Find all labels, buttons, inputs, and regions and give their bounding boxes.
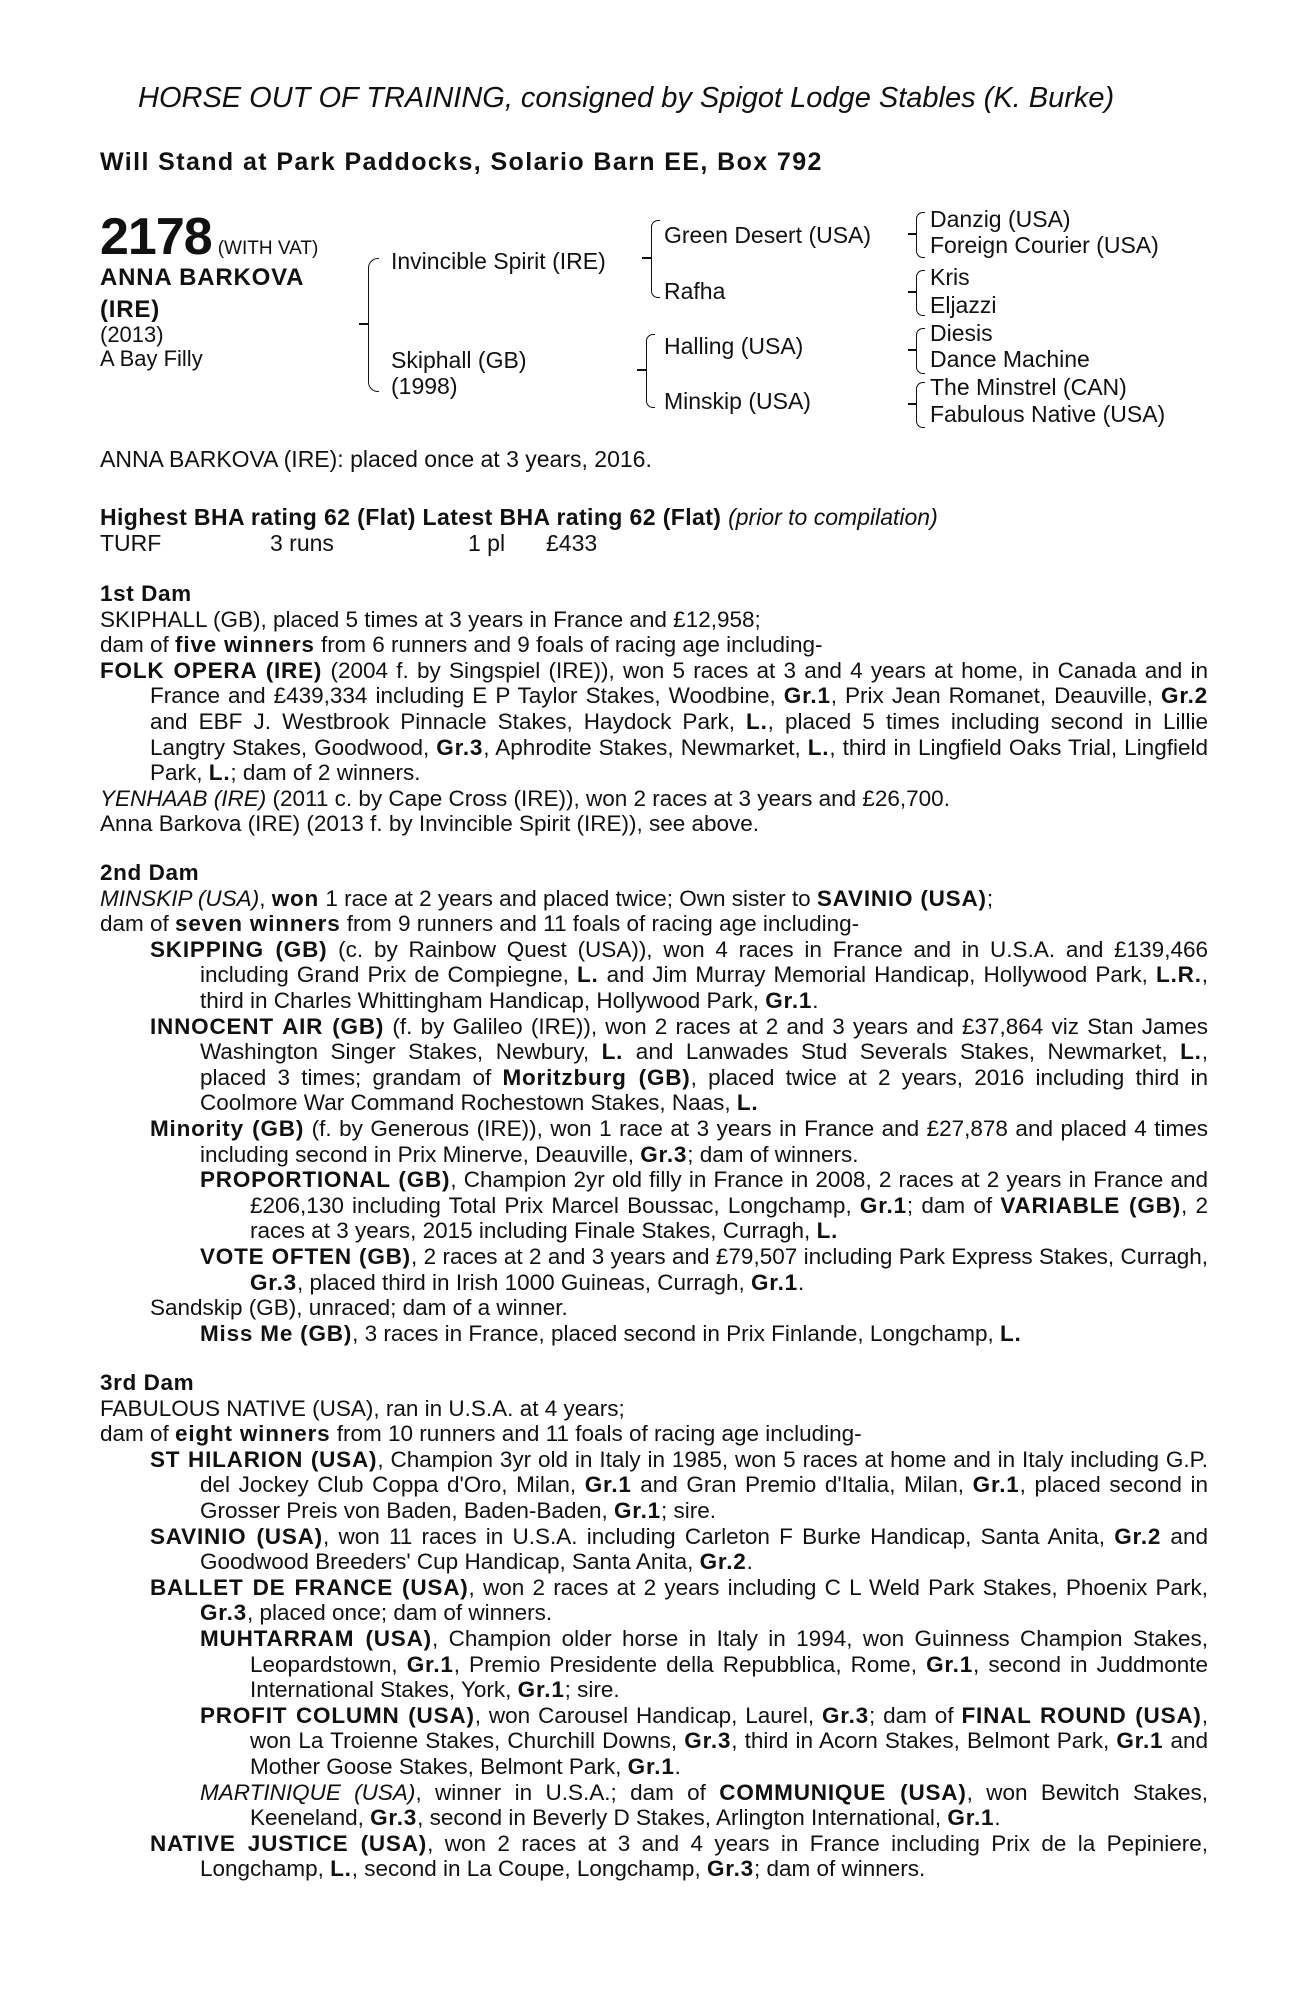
progeny-name: YENHAAB (IRE): [100, 785, 267, 811]
pedigree-brace: [916, 212, 925, 258]
section-heading: 1st Dam: [100, 581, 192, 606]
pedigree-brace: [646, 334, 655, 408]
pedigree-brace-tip: [637, 369, 646, 371]
horse-description: A Bay Filly: [100, 346, 203, 371]
dam-line: SKIPHALL (GB), placed 5 times at 3 years in France and £12,958;: [100, 606, 761, 632]
dam-produce-line: dam of eight winners from 10 runners and 11 foals of racing age including-: [100, 1421, 862, 1447]
pedigree-brace: [916, 270, 925, 316]
pedigree-gg-2: Foreign Courier (USA): [930, 232, 1159, 258]
pedigree-brace-tip: [908, 291, 916, 293]
progeny-name: FOLK OPERA (IRE): [100, 657, 323, 683]
dam-produce-line: dam of seven winners from 9 runners and 11 foals of racing age including-: [100, 911, 860, 937]
vat-note: (WITH VAT): [217, 238, 319, 259]
progeny-entry: MUHTARRAM (USA), Champion older horse in Italy in 1994, won Guinness Champion Stakes, Leopardstown, Gr.1, Premio Presidente della Repubblica, Rome, Gr.1, second in Juddmonte International Stakes, York, Gr.1; sire.: [200, 1625, 1209, 1703]
stand-location: Will Stand at Park Paddocks, Solario Barn EE, Box 792: [100, 148, 823, 176]
pedigree-gg-3: Kris: [930, 264, 970, 290]
bha-rating: [100, 504, 938, 531]
progeny-entry: Miss Me (GB), 3 races in France, placed second in Prix Finlande, Longchamp, L.: [200, 1320, 1022, 1346]
dam-line: MINSKIP (USA), won 1 race at 2 years and placed twice; Own sister to SAVINIO (USA);: [100, 885, 994, 911]
pedigree-brace-tip: [908, 233, 916, 235]
pedigree-gg-6: Dance Machine: [930, 346, 1090, 372]
progeny-name: SKIPPING (GB): [150, 936, 328, 962]
pedigree-brace-tip: [908, 349, 916, 351]
progeny-entry: PROFIT COLUMN (USA), won Carousel Handicap, Laurel, Gr.3; dam of FINAL ROUND (USA), won La Troienne Stakes, Churchill Downs, Gr.3, third in Acorn Stakes, Belmont Park, Gr.1 and Mother Goose Stakes, Belmont Park, Gr.1.: [200, 1702, 1209, 1779]
progeny-entry: SKIPPING (GB) (c. by Rainbow Quest (USA)), won 4 races in France and in U.S.A. and £139,466 including Grand Prix de Compiegne, L. and Jim Murray Memorial Handicap, Hollywood Park, L.R., third in Charles Whittingham Handicap, Hollywood Park, Gr.1.: [150, 936, 1209, 1013]
pedigree-sire: Invincible Spirit (IRE): [391, 248, 606, 274]
progeny-name: VOTE OFTEN (GB): [200, 1243, 411, 1269]
pedigree-brace-tip: [642, 257, 651, 259]
pedigree-brace: [651, 220, 660, 298]
record-placed: 1 pl: [468, 530, 506, 556]
horse-name-line1: ANNA BARKOVA: [100, 264, 305, 291]
record-earnings: £433: [546, 530, 598, 556]
first-dam-section: [100, 581, 1208, 837]
progeny-name: MUHTARRAM (USA): [200, 1625, 432, 1651]
rating-note: (prior to compilation): [728, 504, 938, 530]
progeny-name: Miss Me (GB): [200, 1320, 353, 1346]
progeny-name: SAVINIO (USA): [150, 1523, 323, 1549]
progeny-name: Minority (GB): [150, 1115, 305, 1141]
section-heading: 3rd Dam: [100, 1370, 195, 1395]
pedigree-gg-4: Eljazzi: [930, 292, 997, 318]
progeny-entry: VOTE OFTEN (GB), 2 races at 2 and 3 years and £79,507 including Park Express Stakes, Curragh, Gr.3, placed third in Irish 1000 Guineas, Curragh, Gr.1.: [200, 1243, 1208, 1295]
lot-header: [100, 207, 318, 267]
pedigree-brace: [368, 258, 379, 392]
progeny-entry: MARTINIQUE (USA), winner in U.S.A.; dam of COMMUNIQUE (USA), won Bewitch Stakes, Keeneland, Gr.3, second in Beverly D Stakes, Arlington International, Gr.1.: [200, 1779, 1208, 1831]
progeny-name: ST HILARION (USA): [150, 1446, 378, 1472]
progeny-entry: Anna Barkova (IRE) (2013 f. by Invincible Spirit (IRE)), see above.: [100, 811, 760, 837]
progeny-name: PROPORTIONAL (GB): [200, 1167, 451, 1193]
horse-year: (2013): [100, 322, 164, 347]
pedigree-gg-5: Diesis: [930, 320, 993, 346]
progeny-entry: YENHAAB (IRE) (2011 c. by Cape Cross (IRE)), won 2 races at 3 years and £26,700.: [100, 785, 950, 811]
pedigree-gg-7: The Minstrel (CAN): [930, 374, 1127, 400]
lot-number: 2178: [100, 208, 212, 266]
pedigree-dam: Skiphall (GB): [391, 347, 527, 373]
dam-produce-line: dam of five winners from 6 runners and 9 foals of racing age including-: [100, 632, 823, 658]
progeny-entry: INNOCENT AIR (GB) (f. by Galileo (IRE)), won 2 races at 2 and 3 years and £37,864 viz Stan James Washington Singer Stakes, Newbury, L. and Lanwades Stud Severals Stakes, Newmarket, L., placed 3 times; grandam of Moritzburg (GB), placed twice at 2 years, 2016 including third in Coolmore War Command Rochestown Stakes, Naas, L.: [150, 1013, 1208, 1116]
horse-name: [100, 262, 304, 326]
progeny-entry: SAVINIO (USA), won 11 races in U.S.A. including Carleton F Burke Handicap, Santa Anita, Gr.2 and Goodwood Breeders' Cup Handicap, Santa Anita, Gr.2.: [150, 1523, 1208, 1575]
race-summary: ANNA BARKOVA (IRE): placed once at 3 years, 2016.: [100, 446, 652, 472]
second-dam-section: [100, 860, 1208, 1346]
progeny-name: INNOCENT AIR (GB): [150, 1013, 385, 1039]
pedigree-sire-sire: Green Desert (USA): [664, 222, 872, 248]
record-surface: TURF: [100, 530, 162, 556]
pedigree-dam-year: (1998): [391, 373, 458, 399]
dam-line: FABULOUS NATIVE (USA), ran in U.S.A. at 4 years;: [100, 1395, 625, 1421]
pedigree-dam-dam: Minskip (USA): [664, 388, 811, 414]
progeny-name: NATIVE JUSTICE (USA): [150, 1830, 428, 1856]
horse-name-line2: (IRE): [100, 296, 160, 323]
progeny-entry: ST HILARION (USA), Champion 3yr old in Italy in 1985, won 5 races at home and in Italy including G.P. del Jockey Club Coppa d'Oro, Milan, Gr.1 and Gran Premio d'Italia, Milan, Gr.1, placed second in Grosser Preis von Baden, Baden-Baden, Gr.1; sire.: [150, 1446, 1208, 1523]
progeny-entry: Sandskip (GB), unraced; dam of a winner.: [150, 1295, 568, 1321]
record-runs: 3 runs: [270, 530, 334, 556]
pedigree-brace-tip: [359, 323, 368, 325]
pedigree-brace-tip: [908, 403, 916, 405]
progeny-name: BALLET DE FRANCE (USA): [150, 1574, 469, 1600]
progeny-entry: PROPORTIONAL (GB), Champion 2yr old filly in France in 2008, 2 races at 2 years in France and £206,130 including Total Prix Marcel Boussac, Longchamp, Gr.1; dam of VARIABLE (GB), 2 races at 3 years, 2015 including Finale Stakes, Curragh, L.: [200, 1167, 1208, 1244]
page-heading: HORSE OUT OF TRAINING, consigned by Spigot Lodge Stables (K. Burke): [138, 82, 1115, 114]
pedigree-sire-dam: Rafha: [664, 278, 726, 304]
pedigree-gg-1: Danzig (USA): [930, 206, 1071, 232]
third-dam-section: [100, 1370, 1208, 1882]
rating-text: Highest BHA rating 62 (Flat) Latest BHA rating 62 (Flat): [100, 504, 722, 530]
pedigree-brace: [916, 382, 925, 428]
progeny-entry: Minority (GB) (f. by Generous (IRE)), won 1 race at 3 years in France and £27,878 and placed 4 times including second in Prix Minerve, Deauville, Gr.3; dam of winners.: [150, 1115, 1208, 1167]
progeny-name: PROFIT COLUMN (USA): [200, 1702, 475, 1728]
pedigree-brace: [916, 328, 925, 374]
section-heading: 2nd Dam: [100, 860, 200, 885]
pedigree-dam-sire: Halling (USA): [664, 333, 804, 359]
progeny-name: MARTINIQUE (USA): [200, 1779, 416, 1805]
progeny-entry: BALLET DE FRANCE (USA), won 2 races at 2 years including C L Weld Park Stakes, Phoenix Park, Gr.3, placed once; dam of winners.: [150, 1574, 1208, 1626]
pedigree-gg-8: Fabulous Native (USA): [930, 401, 1166, 427]
progeny-entry: FOLK OPERA (IRE) (2004 f. by Singspiel (IRE)), won 5 races at 3 and 4 years at home, in Canada and in France and £439,334 including E P Taylor Stakes, Woodbine, Gr.1, Prix Jean Romanet, Deauville, Gr.2 and EBF J. Westbrook Pinnacle Stakes, Haydock Park, L., placed 5 times including second in Lillie Langtry Stakes, Goodwood, Gr.3, Aphrodite Stakes, Newmarket, L., third in Lingfield Oaks Trial, Lingfield Park, L.; dam of 2 winners.: [100, 657, 1209, 786]
progeny-entry: NATIVE JUSTICE (USA), won 2 races at 3 and 4 years in France including Prix de la Pepiniere, Longchamp, L., second in La Coupe, Longchamp, Gr.3; dam of winners.: [150, 1830, 1208, 1882]
